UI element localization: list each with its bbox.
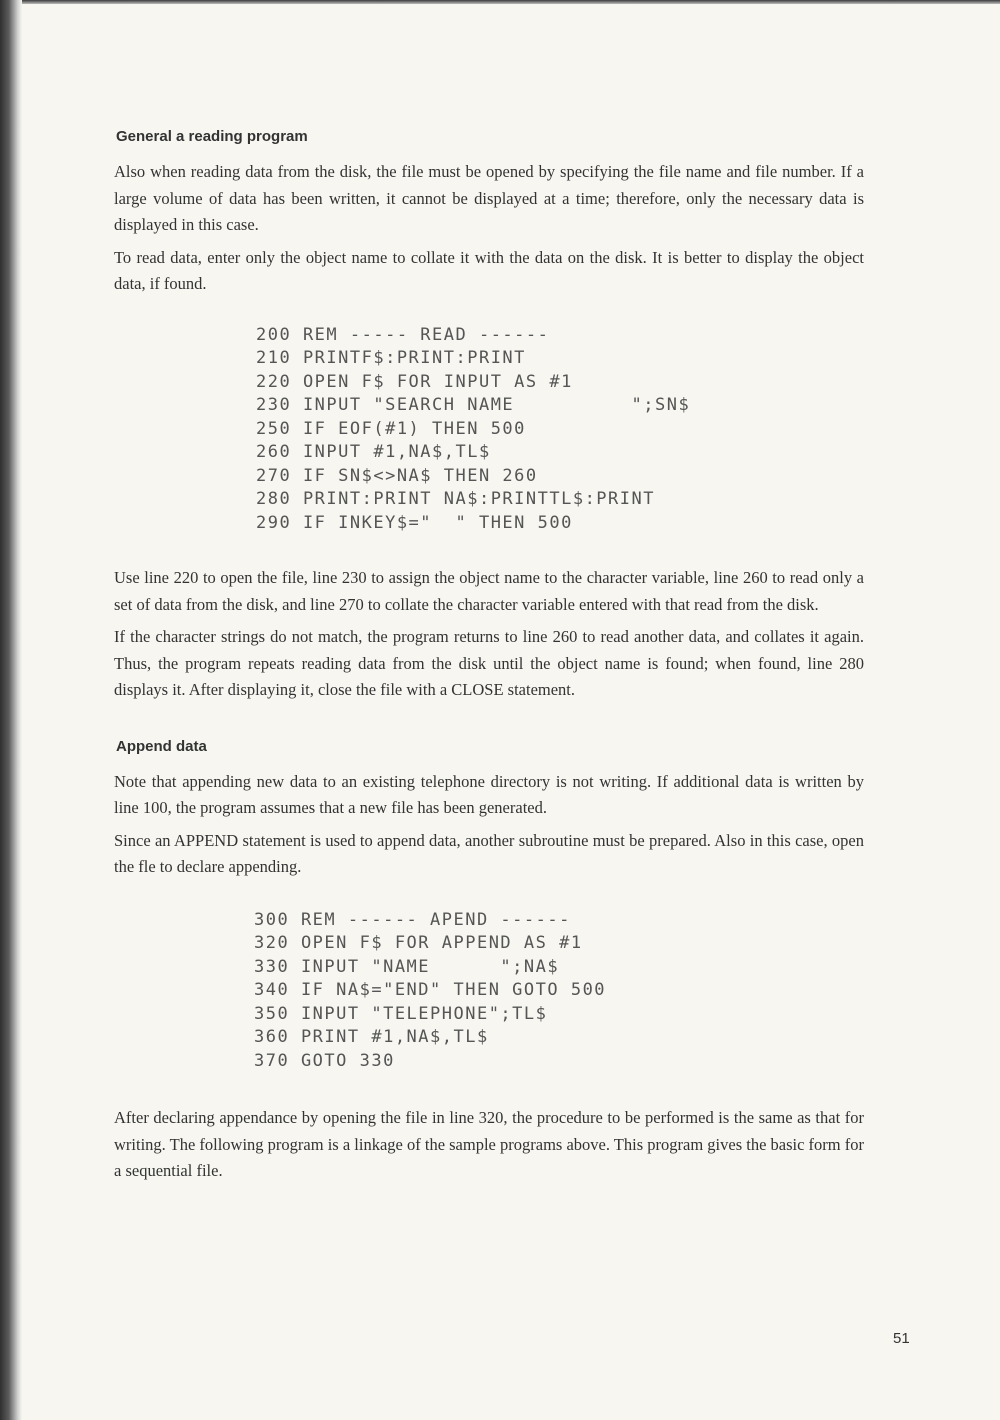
paragraph-read-data: To read data, enter only the object name to collate it with the data on the disk. It is better to display the object data, if found. (114, 247, 864, 293)
page-number: 51 (893, 1330, 910, 1347)
code-line: 230 INPUT "SEARCH NAME ";SN$ (256, 395, 691, 415)
code-line: 340 IF NA$="END" THEN GOTO 500 (254, 980, 607, 1000)
code-line: 300 REM ------ APEND ------ (254, 909, 571, 930)
code-listing-append (254, 909, 864, 1074)
scan-top-edge (0, 0, 1000, 4)
code-line: 280 PRINT:PRINT NA$:PRINTTL$:PRINT (256, 489, 655, 509)
paragraph-append-statement: Since an APPEND statement is used to append data, another subroutine must be prepared. Also in this case, open the fle to declare appending. (114, 830, 864, 876)
section-heading-append: Append data (116, 737, 207, 755)
paragraph-append-note: Note that appending new data to an existing telephone directory is not writing. If additional data is written by line 100, the program assumes that a new file has been generated. (114, 771, 864, 817)
code-listing-read (256, 324, 864, 536)
code-line: 220 OPEN F$ FOR INPUT AS #1 (256, 371, 573, 392)
code-line: 290 IF INKEY$=" " THEN 500 (256, 512, 573, 533)
page-content (114, 128, 864, 1185)
code-line: 360 PRINT #1,NA$,TL$ (254, 1027, 489, 1047)
code-line: 250 IF EOF(#1) THEN 500 (256, 418, 526, 439)
code-line: 370 GOTO 330 (254, 1050, 395, 1071)
code-line: 350 INPUT "TELEPHONE";TL$ (254, 1003, 548, 1024)
code-line: 210 PRINTF$:PRINT:PRINT (256, 348, 526, 368)
paragraph-line-explanation: Use line 220 to open the file, line 230 to assign the object name to the character variable, line 260 to read only a set of data from the disk, and line 270 to collate the character variable entered with that read from the disk. (114, 568, 864, 614)
code-line: 260 INPUT #1,NA$,TL$ (256, 442, 491, 462)
scan-binding-shadow (0, 0, 22, 1420)
code-line: 200 REM ----- READ ------ (256, 324, 550, 345)
paragraph-appendance-summary: After declaring appendance by opening the file in line 320, the procedure to be performed is the same as that for writing. The following program is a linkage of the sample programs above. This program gives the basic form for a sequential file. (114, 1108, 864, 1180)
paragraph-open-file: Also when reading data from the disk, the file must be opened by specifying the file name and file number. If a large volume of data has been written, it cannot be displayed at a time; therefore, only the necessary data is displayed in this case. (114, 162, 864, 234)
code-line: 270 IF SN$<>NA$ THEN 260 (256, 465, 538, 486)
section-heading-reading: General a reading program (116, 128, 308, 145)
code-line: 320 OPEN F$ FOR APPEND AS #1 (254, 933, 583, 953)
code-line: 330 INPUT "NAME ";NA$ (254, 956, 560, 977)
paragraph-no-match: If the character strings do not match, the program returns to line 260 to read another data, and collates it again. Thus, the program repeats reading data from the disk until the object name is found; when found, line 280 displays it. After displaying it, close the file with a CLOSE statement. (114, 627, 864, 699)
